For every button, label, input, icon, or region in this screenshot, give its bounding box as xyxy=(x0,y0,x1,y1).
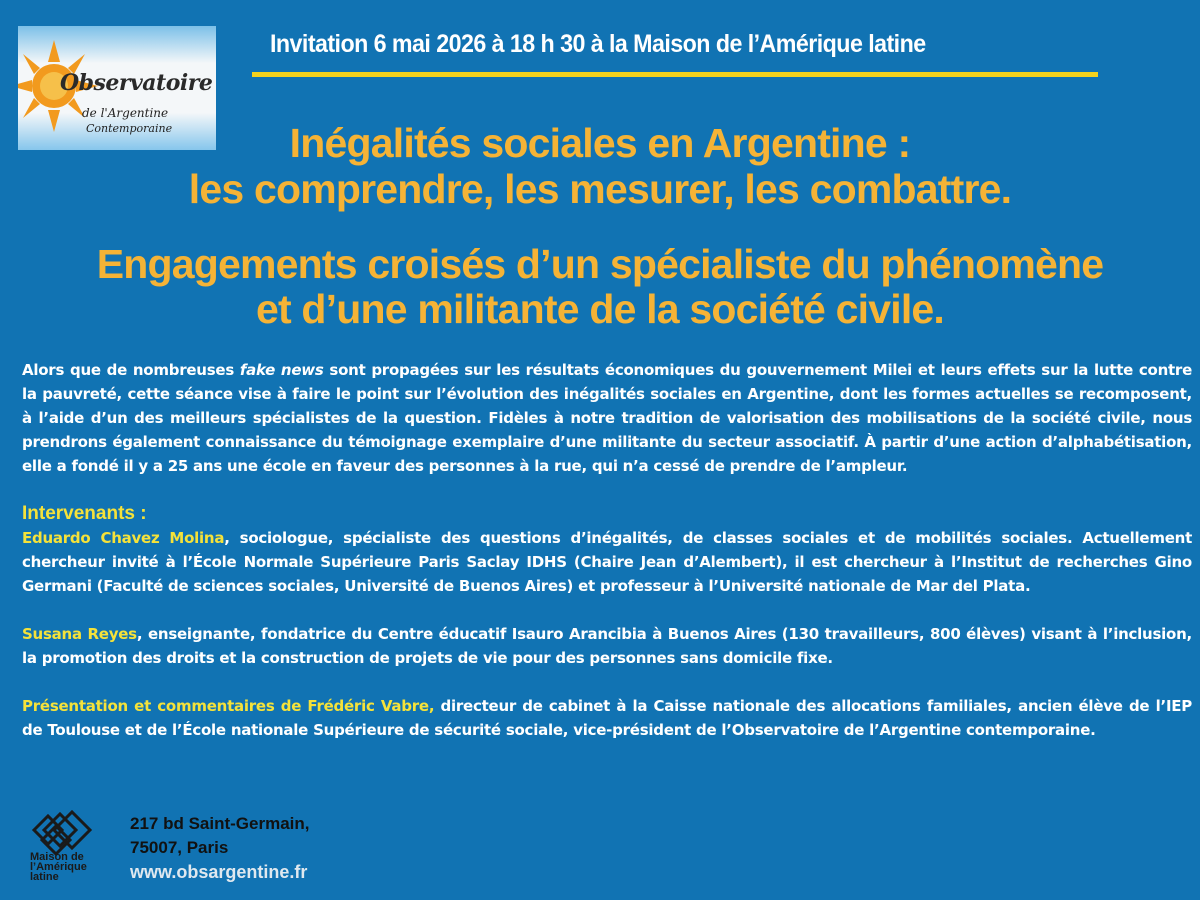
address-line-2: 75007, Paris xyxy=(130,838,229,857)
speaker-1-bio: , sociologue, spécialiste des questions d’inégalités, de classes sociales et de mobilités sociales. Actuellement chercheur invité à l’École Normale Supérieure Paris Saclay IDHS (Chaire Jean d’Alembert), il est chercheur à l’Institut de recherches Gino Germani (Faculté de sciences sociales, Université de Buenos Aires) et professeur à l’Université nationale de Mar del Plata. xyxy=(22,529,1192,595)
subtitle-line-2: et d’une militante de la société civile. xyxy=(255,286,945,332)
moderator-name: Présentation et commentaires de Frédéric Vabre, xyxy=(22,697,435,715)
moderator-paragraph xyxy=(22,694,1192,742)
subtitle-line-1: Engagements croisés d’un spécialiste du phénomène xyxy=(96,241,1104,287)
speaker-2-bio: , enseignante, fondatrice du Centre éducatif Isauro Arancibia à Buenos Aires (130 travailleurs, 800 élèves) visant à l’inclusion, la promotion des droits et la construction de projets de vie pour des personnes sans domicile fixe. xyxy=(22,625,1192,667)
logo-title: Observatoire xyxy=(60,70,213,96)
title-line-2: les comprendre, les mesurer, les combattre. xyxy=(188,166,1012,212)
logo-subtitle-2: Contemporaine xyxy=(86,122,173,135)
mal-label-line-1: Maison de xyxy=(30,851,84,863)
logo-subtitle: de l'Argentine xyxy=(82,106,169,120)
intro-part-2: sont propagées sur les résultats économiques du gouvernement Milei et leurs effets sur la lutte contre la pauvreté, cette séance vise à faire le point sur l’évolution des inégalités sociales en Argentine, dont les formes actuelles se recomposent, à l’aide d’un des meilleurs spécialistes de la question. Fidèles à notre tradition de valorisation des mobilisations de la société civile, nous prendrons également connaissance du témoignage exemplaire d’une militante du secteur associatif. À partir d’une action d’alphabétisation, elle a fondé il y a 25 ans une école en faveur des personnes à la rue, qui n’a cessé de prendre de l’ampleur. xyxy=(22,361,1192,475)
intro-paragraph xyxy=(22,358,1192,478)
body-text xyxy=(22,358,1192,742)
mal-label-line-2: l’Amérique xyxy=(30,861,87,873)
address-line-1: 217 bd Saint-Germain, xyxy=(130,814,310,833)
intervenants-heading: Intervenants : xyxy=(22,503,147,524)
footer-address xyxy=(130,812,310,884)
page-title xyxy=(0,120,1200,212)
speaker-2-name: Susana Reyes xyxy=(22,625,137,643)
maison-amerique-latine-label xyxy=(30,852,87,882)
moderator-bio: directeur de cabinet à la Caisse nationale des allocations familiales, ancien élève de l’IEP de Toulouse et de l’École nationale Supérieure de sécurité sociale, vice-président de l’Observatoire de l’Argentine contemporaine. xyxy=(22,697,1193,739)
speaker-1-paragraph xyxy=(22,526,1192,598)
invitation-header: Invitation 6 mai 2026 à 18 h 30 à la Maison de l’Amérique latine xyxy=(270,30,926,58)
website-link[interactable]: www.obsargentine.fr xyxy=(130,862,308,882)
page-subtitle xyxy=(0,242,1200,332)
intro-part-1: Alors que de nombreuses xyxy=(22,361,240,379)
speaker-1-name: Eduardo Chavez Molina xyxy=(22,529,225,547)
speaker-2-paragraph xyxy=(22,622,1192,670)
title-line-1: Inégalités sociales en Argentine : xyxy=(289,120,911,166)
mal-label-line-3: latine xyxy=(30,871,59,883)
fake-news-term: fake news xyxy=(239,361,324,379)
header-rule xyxy=(252,72,1098,77)
